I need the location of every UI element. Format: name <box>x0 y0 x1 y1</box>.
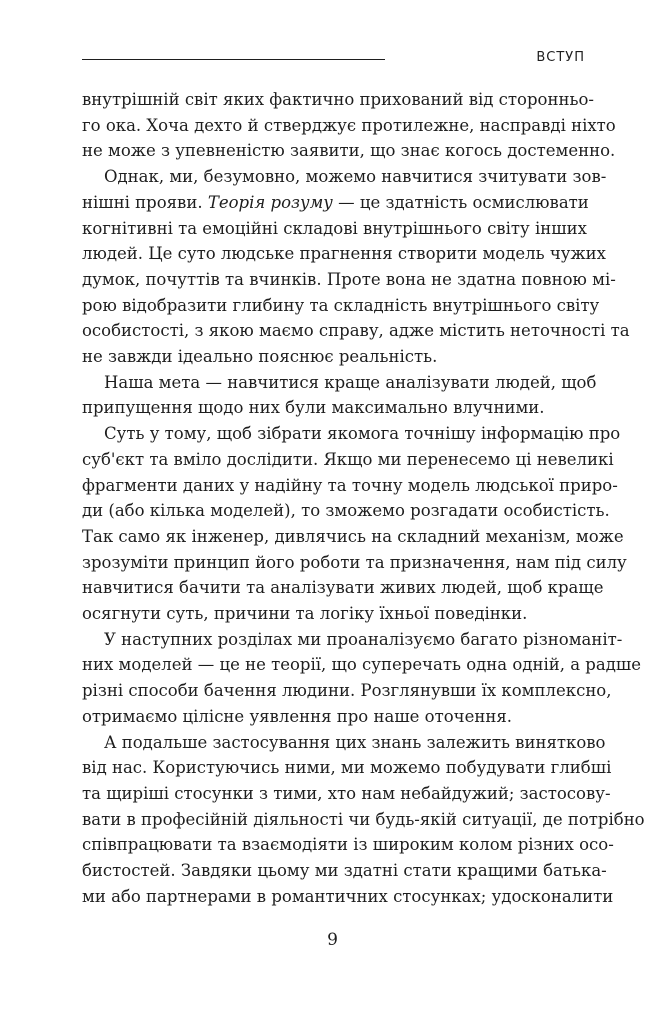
text-fragment: — це здатність осмислювати <box>332 192 589 212</box>
text-line: А подальше застосування цих знань залежить винятково <box>104 732 606 752</box>
text-line: Суть у тому, щоб зібрати якомога точнішу інформацію про <box>104 424 621 444</box>
paragraph <box>82 421 627 627</box>
paragraph <box>82 627 641 730</box>
paragraph <box>82 370 597 421</box>
paragraph <box>82 164 630 370</box>
text-line: співпрацювати та взаємодіяти із широким колом різних осо- <box>82 835 614 855</box>
text-line: особистості, з якою маємо справу, адже містить неточності та <box>82 321 630 341</box>
running-head: ВСТУП <box>536 50 585 65</box>
text-line: го ока. Хоча дехто й стверджує протилежне, насправді ніхто <box>82 115 616 135</box>
text-line: Так само як інженер, дивлячись на складний механізм, може <box>82 526 624 546</box>
paragraph <box>82 87 616 164</box>
italic-term: Теорія розуму <box>207 192 333 212</box>
body-text <box>82 87 645 910</box>
text-line: фрагменти даних у надійну та точну модель людської приро- <box>82 475 618 495</box>
text-line: від нас. Користуючись ними, ми можемо побудувати глибші <box>82 758 612 778</box>
text-fragment: нішні прояви. <box>82 192 208 212</box>
text-line: думок, почуттів та вчинків. Проте вона не здатна повною мі- <box>82 269 616 289</box>
text-line: суб'єкт та вміло дослідити. Якщо ми перенесемо ці невеликі <box>82 449 614 469</box>
text-line: не завжди ідеально пояснює реальність. <box>82 347 438 367</box>
text-line: ди (або кілька моделей), то зможемо розгадати особистість. <box>82 501 610 521</box>
text-line: бистостей. Завдяки цьому ми здатні стати кращими батька- <box>82 861 607 881</box>
text-line: них моделей — це не теорії, що суперечать одна одній, а радше <box>82 655 641 675</box>
text-line: отримаємо цілісне уявлення про наше оточення. <box>82 706 512 726</box>
text-line: ми або партнерами в романтичних стосунках; удосконалити <box>82 886 614 906</box>
header-rule <box>82 59 385 60</box>
text-line: зрозуміти принцип його роботи та призначення, нам під силу <box>82 552 627 572</box>
text-line <box>82 190 589 216</box>
text-line: Наша мета — навчитися краще аналізувати людей, щоб <box>104 372 597 392</box>
text-line: людей. Це суто людське прагнення створити модель чужих <box>82 244 606 264</box>
text-line: припущення щодо них були максимально влучними. <box>82 398 545 418</box>
text-line: осягнути суть, причини та логіку їхньої поведінки. <box>82 604 528 624</box>
paragraph <box>82 730 645 910</box>
text-line: не може з упевненістю заявити, що знає когось достеменно. <box>82 141 616 161</box>
text-line: вати в професійній діяльності чи будь-якій ситуації, де потрібно <box>82 809 645 829</box>
text-line: когнітивні та емоційні складові внутрішнього світу інших <box>82 218 587 238</box>
text-line: різні способи бачення людини. Розглянувши їх комплексно, <box>82 681 612 701</box>
text-line: У наступних розділах ми проаналізуємо багато різноманіт- <box>104 629 623 649</box>
text-line: внутрішній світ яких фактично прихований від сторонньо- <box>82 90 594 109</box>
text-line: рою відобразити глибину та складність внутрішнього світу <box>82 295 600 315</box>
page-number: 9 <box>327 930 338 950</box>
text-line: та щиріші стосунки з тими, хто нам небайдужий; застосову- <box>82 783 611 803</box>
text-line: Однак, ми, безумовно, можемо навчитися зчитувати зов- <box>104 167 607 187</box>
text-line: навчитися бачити та аналізувати живих людей, щоб краще <box>82 578 604 598</box>
